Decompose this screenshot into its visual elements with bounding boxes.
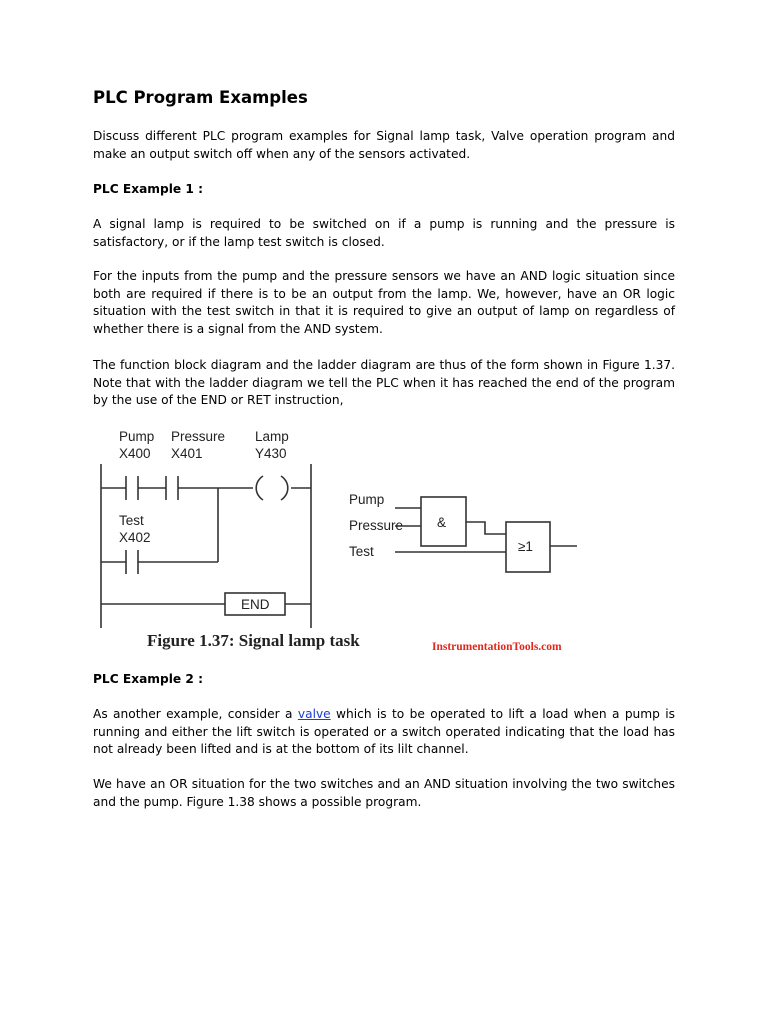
example2-paragraph-1 xyxy=(93,706,675,759)
fbd-test-label: Test xyxy=(349,544,374,559)
lamp-label: Lamp xyxy=(255,429,289,444)
end-label: END xyxy=(241,597,270,612)
pressure-address: X401 xyxy=(171,446,203,461)
example1-paragraph-1: A signal lamp is required to be switched on if a pump is running and the pressure is satisfactory, or if the lamp test switch is closed. xyxy=(93,217,675,249)
pump-address: X400 xyxy=(119,446,151,461)
fbd-pressure-label: Pressure xyxy=(349,518,404,533)
lamp-coil-right xyxy=(281,476,288,500)
example2-paragraph-2: We have an OR situation for the two switches and an AND situation involving the two switches and the pump. Figure 1.38 shows a possible program. xyxy=(93,777,675,809)
test-label: Test xyxy=(119,513,144,528)
example1-heading: PLC Example 1 : xyxy=(93,182,204,196)
pressure-label: Pressure xyxy=(171,429,226,444)
example2-text-after: which is to be operated to lift a load when a pump is running and either the lift switch is operated or a switch operated indicating that the load has not already been lifted and is at the bottom of its lilt channel. xyxy=(93,707,675,757)
lamp-address: Y430 xyxy=(255,446,287,461)
figure-caption: Figure 1.37: Signal lamp task xyxy=(147,631,360,650)
lamp-coil-left xyxy=(256,476,263,500)
figure-svg xyxy=(93,422,593,662)
watermark: InstrumentationTools.com xyxy=(432,641,562,653)
valve-link[interactable]: valve xyxy=(297,707,331,721)
example1-paragraph-3: The function block diagram and the ladder diagram are thus of the form shown in Figure 1.37. Note that with the ladder diagram we tell the PLC when it has reached the end of the program by the use of the END or RET instruction, xyxy=(93,358,675,408)
example2-heading: PLC Example 2 : xyxy=(93,672,204,686)
page-title: PLC Program Examples xyxy=(93,88,308,107)
figure-1-37 xyxy=(93,422,593,662)
example2-text-before: As another example, consider a xyxy=(93,707,298,721)
and-symbol: & xyxy=(437,515,447,530)
or-symbol: ≥1 xyxy=(518,539,533,554)
test-address: X402 xyxy=(119,530,151,545)
intro-paragraph: Discuss different PLC program examples for Signal lamp task, Valve operation program and make an output switch off when any of the sensors activated. xyxy=(93,129,675,161)
example1-paragraph-2: For the inputs from the pump and the pressure sensors we have an AND logic situation since both are required if there is to be an output from the lamp. We, however, have an OR logic situation with the test switch in that it is required to give an output of lamp on regardless of whether there is a signal from the AND system. xyxy=(93,269,675,336)
pump-label: Pump xyxy=(119,429,155,444)
fbd-pump-label: Pump xyxy=(349,492,385,507)
